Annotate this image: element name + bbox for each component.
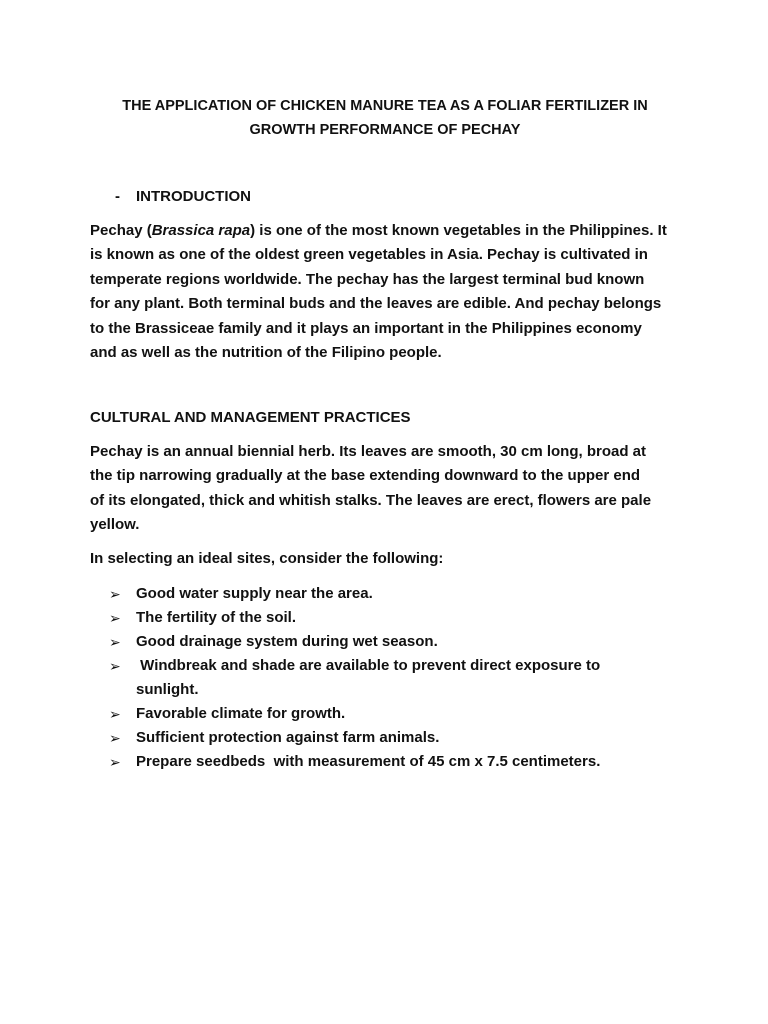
arrow-bullet-icon: ➢ bbox=[109, 634, 121, 650]
list-item bbox=[109, 582, 709, 606]
introduction-paragraph bbox=[90, 219, 690, 365]
arrow-bullet-icon: ➢ bbox=[109, 706, 121, 722]
list-item bbox=[109, 606, 709, 630]
cultural-line: yellow. bbox=[90, 516, 140, 534]
intro-line: temperate regions worldwide. The pechay has the largest terminal bud known bbox=[90, 270, 645, 288]
intro-line-1-end: ) is one of the most known vegetables in the Philippines. It bbox=[250, 222, 667, 239]
introduction-heading-label: INTRODUCTION bbox=[136, 188, 251, 205]
intro-line-1 bbox=[90, 219, 690, 243]
list-item-text: Favorable climate for growth. bbox=[136, 705, 346, 722]
cultural-line: Pechay is an annual biennial herb. Its leaves are smooth, 30 cm long, broad at bbox=[90, 443, 647, 460]
list-item-text-continuation: sunlight. bbox=[136, 681, 199, 698]
arrow-bullet-icon: ➢ bbox=[109, 754, 121, 770]
scientific-name: Brassica rapa bbox=[151, 222, 251, 239]
cultural-line: the tip narrowing gradually at the base extending downward to the upper end bbox=[90, 467, 641, 485]
list-item bbox=[109, 702, 709, 726]
list-item bbox=[109, 654, 709, 702]
arrow-bullet-icon: ➢ bbox=[109, 586, 121, 602]
list-item-text: Good drainage system during wet season. bbox=[136, 633, 438, 650]
intro-line: for any plant. Both terminal buds and the leaves are edible. And pechay belongs bbox=[90, 295, 662, 313]
intro-line: to the Brassiceae family and it plays an important in the Philippines economy bbox=[90, 319, 642, 337]
list-item-text: Good water supply near the area. bbox=[136, 585, 373, 602]
intro-line: is known as one of the oldest green vegetables in Asia. Pechay is cultivated in bbox=[90, 246, 648, 264]
list-item-text: Sufficient protection against farm animals. bbox=[136, 729, 440, 746]
arrow-bullet-icon: ➢ bbox=[109, 658, 121, 674]
arrow-bullet-icon: ➢ bbox=[109, 610, 121, 626]
selecting-sites-intro: In selecting an ideal sites, consider the following: bbox=[90, 550, 444, 567]
heading-dash: - bbox=[115, 188, 120, 205]
title-line-1: THE APPLICATION OF CHICKEN MANURE TEA AS A FOLIAR FERTILIZER IN bbox=[122, 98, 648, 114]
list-item-text: Windbreak and shade are available to prevent direct exposure to bbox=[136, 657, 601, 674]
title-line-2: GROWTH PERFORMANCE OF PECHAY bbox=[249, 122, 521, 138]
site-criteria-list bbox=[109, 582, 709, 774]
list-item bbox=[109, 726, 709, 750]
cultural-practices-heading: CULTURAL AND MANAGEMENT PRACTICES bbox=[90, 409, 411, 426]
cultural-line: of its elongated, thick and whitish stalks. The leaves are erect, flowers are pale bbox=[90, 491, 652, 509]
list-item bbox=[109, 630, 709, 654]
cultural-paragraph bbox=[90, 440, 690, 538]
introduction-heading bbox=[115, 185, 251, 209]
arrow-bullet-icon: ➢ bbox=[109, 730, 121, 746]
intro-line: and as well as the nutrition of the Filipino people. bbox=[90, 344, 442, 362]
document-title bbox=[90, 94, 680, 142]
intro-line-1-start: Pechay ( bbox=[90, 222, 152, 239]
list-item bbox=[109, 750, 709, 774]
list-item-text: Prepare seedbeds with measurement of 45 cm x 7.5 centimeters. bbox=[136, 753, 601, 770]
list-item-text: The fertility of the soil. bbox=[136, 609, 297, 626]
